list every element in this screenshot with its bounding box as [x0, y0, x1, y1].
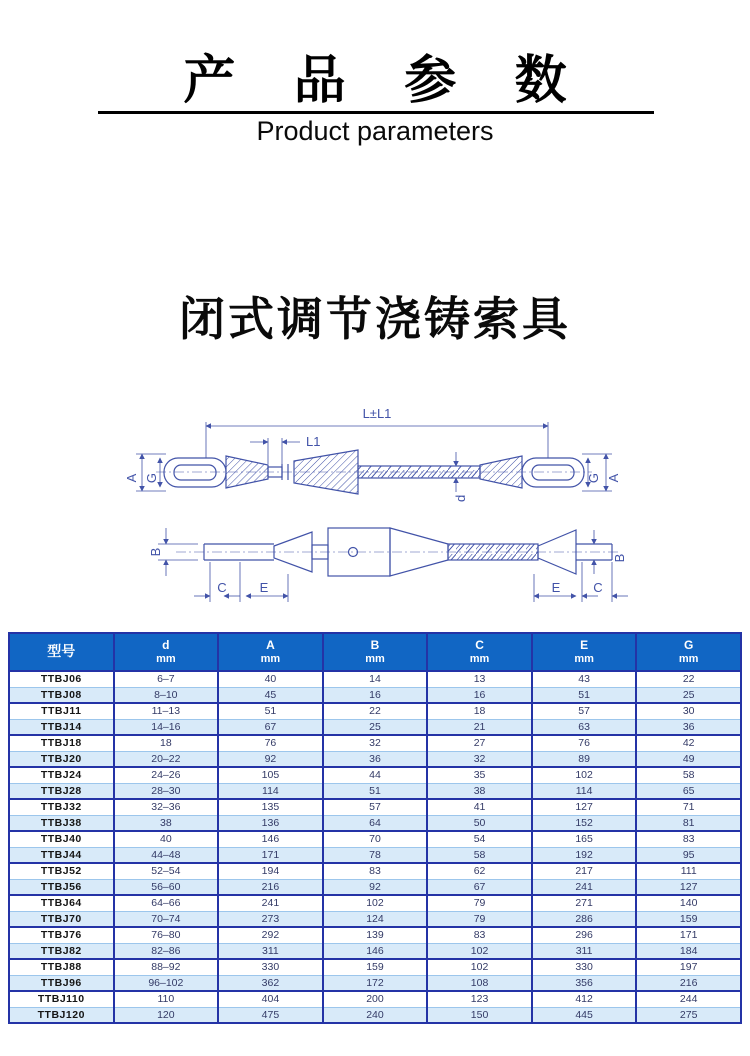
- model-cell: TTBJ08: [9, 687, 114, 703]
- value-cell: 123: [427, 991, 532, 1007]
- closed-socket-right: [480, 456, 584, 488]
- value-cell: 108: [427, 975, 532, 991]
- table-row: [9, 895, 741, 911]
- value-cell: 79: [427, 895, 532, 911]
- table-row: [9, 767, 741, 783]
- value-cell: 38: [427, 783, 532, 799]
- col-header-b: [323, 633, 428, 671]
- col-header-d: [114, 633, 219, 671]
- value-cell: 362: [218, 975, 323, 991]
- label-a-left: A: [124, 473, 139, 483]
- col-label: C: [475, 637, 484, 652]
- value-cell: 194: [218, 863, 323, 879]
- value-cell: 27: [427, 735, 532, 751]
- value-cell: 50: [427, 815, 532, 831]
- value-cell: 40: [114, 831, 219, 847]
- value-cell: 165: [532, 831, 637, 847]
- value-cell: 52–54: [114, 863, 219, 879]
- rigging-top-view-diagram: [118, 398, 630, 510]
- model-cell: TTBJ120: [37, 1008, 85, 1021]
- table-row: [9, 991, 741, 1007]
- value-cell: 67: [427, 879, 532, 895]
- value-cell: 292: [218, 927, 323, 943]
- value-cell: 13: [427, 671, 532, 687]
- value-cell: 70: [323, 831, 428, 847]
- dim-c-e-left: [194, 562, 288, 602]
- value-cell: 286: [532, 911, 637, 927]
- model-cell: TTBJ11: [9, 703, 114, 719]
- value-cell: 38: [114, 815, 219, 831]
- label-e-left: E: [259, 580, 269, 595]
- col-label: d: [162, 637, 170, 652]
- value-cell: 20–22: [114, 751, 219, 767]
- value-cell: 41: [427, 799, 532, 815]
- value-cell: 57: [323, 799, 428, 815]
- table-row: [9, 847, 741, 863]
- value-cell: 44–48: [114, 847, 219, 863]
- dim-l1: [250, 438, 300, 464]
- label-c-left: C: [217, 580, 227, 595]
- value-cell: 22: [636, 671, 741, 687]
- value-cell: 475: [218, 1007, 323, 1023]
- product-title: 闭式调节浇铸索具: [179, 293, 571, 345]
- value-cell: 105: [218, 767, 323, 783]
- table-row: [9, 671, 741, 687]
- parameters-table-wrap: [8, 632, 742, 1024]
- table-row: [9, 751, 741, 767]
- value-cell: 146: [323, 943, 428, 959]
- value-cell: 83: [427, 927, 532, 943]
- value-cell: 102: [427, 943, 532, 959]
- title-divider: [98, 111, 654, 114]
- value-cell: 330: [218, 959, 323, 975]
- label-l1: L1: [306, 434, 321, 449]
- value-cell: 139: [323, 927, 428, 943]
- adjuster-body: [282, 450, 358, 494]
- model-cell: TTBJ76: [9, 927, 114, 943]
- value-cell: 146: [218, 831, 323, 847]
- value-cell: 111: [636, 863, 741, 879]
- model-cell: TTBJ56: [9, 879, 114, 895]
- dim-right-g-a: [582, 454, 612, 491]
- value-cell: 18: [427, 703, 532, 719]
- value-cell: 40: [218, 671, 323, 687]
- value-cell: 18: [114, 735, 219, 751]
- table-row: [9, 703, 741, 719]
- table-row: [9, 863, 741, 879]
- value-cell: 43: [532, 671, 637, 687]
- value-cell: 216: [218, 879, 323, 895]
- table-row: [9, 1007, 741, 1023]
- value-cell: 275: [636, 1007, 741, 1023]
- model-cell: TTBJ14: [9, 719, 114, 735]
- col-header-a: [218, 633, 323, 671]
- table-row: [9, 783, 741, 799]
- value-cell: 36: [323, 751, 428, 767]
- dim-e-c-right: [534, 562, 628, 602]
- parameters-table: [8, 632, 742, 1024]
- value-cell: 24–26: [114, 767, 219, 783]
- value-cell: 244: [636, 991, 741, 1007]
- value-cell: 159: [323, 959, 428, 975]
- value-cell: 110: [114, 991, 219, 1007]
- value-cell: 11–13: [114, 703, 219, 719]
- value-cell: 83: [636, 831, 741, 847]
- value-cell: 30: [636, 703, 741, 719]
- label-total-length: L±L1: [362, 406, 392, 421]
- value-cell: 76: [218, 735, 323, 751]
- value-cell: 412: [532, 991, 637, 1007]
- value-cell: 64–66: [114, 895, 219, 911]
- col-unit: mm: [678, 652, 699, 665]
- value-cell: 184: [636, 943, 741, 959]
- label-a-right: A: [606, 473, 621, 483]
- value-cell: 81: [636, 815, 741, 831]
- model-cell: TTBJ24: [9, 767, 114, 783]
- value-cell: 82–86: [114, 943, 219, 959]
- value-cell: 22: [323, 703, 428, 719]
- value-cell: 150: [427, 1007, 532, 1023]
- table-row: [9, 943, 741, 959]
- value-cell: 136: [218, 815, 323, 831]
- value-cell: 51: [323, 783, 428, 799]
- value-cell: 25: [636, 687, 741, 703]
- value-cell: 159: [636, 911, 741, 927]
- table-row: [9, 687, 741, 703]
- value-cell: 54: [427, 831, 532, 847]
- value-cell: 70–74: [114, 911, 219, 927]
- value-cell: 42: [636, 735, 741, 751]
- model-cell: TTBJ32: [9, 799, 114, 815]
- value-cell: 171: [636, 927, 741, 943]
- table-row: [9, 815, 741, 831]
- value-cell: 172: [323, 975, 428, 991]
- value-cell: 197: [636, 959, 741, 975]
- model-cell: TTBJ38: [9, 815, 114, 831]
- value-cell: 273: [218, 911, 323, 927]
- dim-total-length: [206, 422, 548, 458]
- value-cell: 49: [636, 751, 741, 767]
- model-cell: TTBJ44: [9, 847, 114, 863]
- value-cell: 102: [323, 895, 428, 911]
- value-cell: 95: [636, 847, 741, 863]
- value-cell: 311: [218, 943, 323, 959]
- wire-rope: [448, 544, 538, 560]
- value-cell: 21: [427, 719, 532, 735]
- model-cell: TTBJ88: [9, 959, 114, 975]
- dim-left-a-g: [136, 454, 166, 491]
- table-row: [9, 735, 741, 751]
- value-cell: 76: [532, 735, 637, 751]
- header-row: [9, 633, 741, 671]
- value-cell: 79: [427, 911, 532, 927]
- table-row: [9, 879, 741, 895]
- col-header-model: [9, 633, 114, 671]
- page-subtitle-en: Product parameters: [256, 116, 494, 146]
- table-row: [9, 911, 741, 927]
- value-cell: 96–102: [114, 975, 219, 991]
- value-cell: 102: [427, 959, 532, 975]
- value-cell: 51: [532, 687, 637, 703]
- table-head: [9, 633, 741, 671]
- value-cell: 6–7: [114, 671, 219, 687]
- col-label: B: [370, 637, 380, 652]
- value-cell: 28–30: [114, 783, 219, 799]
- value-cell: 44: [323, 767, 428, 783]
- value-cell: 32: [323, 735, 428, 751]
- value-cell: 14–16: [114, 719, 219, 735]
- col-unit: mm: [365, 652, 385, 665]
- model-cell: TTBJ70: [9, 911, 114, 927]
- col-header-g: [636, 633, 741, 671]
- model-cell: TTBJ110: [9, 991, 114, 1007]
- value-cell: 56–60: [114, 879, 219, 895]
- rigging-side-view-diagram: [146, 506, 628, 618]
- value-cell: 192: [532, 847, 637, 863]
- value-cell: 216: [636, 975, 741, 991]
- value-cell: 330: [532, 959, 637, 975]
- value-cell: 92: [323, 879, 428, 895]
- value-cell: 114: [532, 783, 637, 799]
- value-cell: 58: [427, 847, 532, 863]
- table-row: [9, 799, 741, 815]
- value-cell: 217: [532, 863, 637, 879]
- value-cell: 89: [532, 751, 637, 767]
- col-header-e: [532, 633, 637, 671]
- value-cell: 36: [636, 719, 741, 735]
- value-cell: 152: [532, 815, 637, 831]
- table-row: [9, 719, 741, 735]
- label-g-left: G: [144, 472, 159, 484]
- value-cell: 32–36: [114, 799, 219, 815]
- value-cell: 404: [218, 991, 323, 1007]
- value-cell: 127: [636, 879, 741, 895]
- value-cell: 78: [323, 847, 428, 863]
- label-e-right: E: [551, 580, 561, 595]
- value-cell: 135: [218, 799, 323, 815]
- label-b-left: B: [148, 547, 163, 557]
- value-cell: 16: [427, 687, 532, 703]
- value-cell: 57: [532, 703, 637, 719]
- value-cell: 64: [323, 815, 428, 831]
- value-cell: 8–10: [114, 687, 219, 703]
- model-cell: TTBJ96: [9, 975, 114, 991]
- value-cell: 51: [218, 703, 323, 719]
- value-cell: 241: [532, 879, 637, 895]
- col-unit: mm: [260, 652, 281, 665]
- value-cell: 16: [323, 687, 428, 703]
- value-cell: 62: [427, 863, 532, 879]
- col-label: E: [580, 637, 589, 652]
- table-row: [9, 831, 741, 847]
- col-label: G: [684, 637, 694, 652]
- value-cell: 63: [532, 719, 637, 735]
- value-cell: 241: [218, 895, 323, 911]
- value-cell: 114: [218, 783, 323, 799]
- value-cell: 88–92: [114, 959, 219, 975]
- value-cell: 200: [323, 991, 428, 1007]
- model-cell: TTBJ20: [9, 751, 114, 767]
- value-cell: 356: [532, 975, 637, 991]
- table-body: [9, 671, 741, 1023]
- col-unit: mm: [469, 652, 490, 665]
- table-row: [9, 975, 741, 991]
- value-cell: 120: [114, 1007, 219, 1023]
- col-label: A: [266, 637, 275, 652]
- value-cell: 124: [323, 911, 428, 927]
- col-label: 型号: [47, 643, 76, 660]
- value-cell: 127: [532, 799, 637, 815]
- value-cell: 102: [532, 767, 637, 783]
- page-title-cn: 产 品 参 数: [183, 52, 589, 110]
- model-cell: TTBJ64: [9, 895, 114, 911]
- value-cell: 92: [218, 751, 323, 767]
- col-unit: mm: [574, 652, 594, 665]
- table-row: [9, 927, 741, 943]
- value-cell: 65: [636, 783, 741, 799]
- value-cell: 240: [323, 1007, 428, 1023]
- model-cell: TTBJ82: [9, 943, 114, 959]
- value-cell: 311: [532, 943, 637, 959]
- value-cell: 271: [532, 895, 637, 911]
- model-cell: TTBJ52: [9, 863, 114, 879]
- value-cell: 25: [323, 719, 428, 735]
- value-cell: 58: [636, 767, 741, 783]
- value-cell: 35: [427, 767, 532, 783]
- label-b-right: B: [612, 553, 627, 563]
- model-cell: TTBJ06: [9, 671, 114, 687]
- model-cell: TTBJ18: [9, 735, 114, 751]
- table-row: [9, 959, 741, 975]
- value-cell: 45: [218, 687, 323, 703]
- value-cell: 14: [323, 671, 428, 687]
- value-cell: 83: [323, 863, 428, 879]
- value-cell: 71: [636, 799, 741, 815]
- value-cell: 296: [532, 927, 637, 943]
- label-g-right: G: [586, 472, 601, 484]
- value-cell: 171: [218, 847, 323, 863]
- col-header-c: [427, 633, 532, 671]
- label-c-right: C: [593, 580, 603, 595]
- model-cell: TTBJ28: [9, 783, 114, 799]
- value-cell: 445: [532, 1007, 637, 1023]
- value-cell: 76–80: [114, 927, 219, 943]
- value-cell: 140: [636, 895, 741, 911]
- model-cell: TTBJ40: [9, 831, 114, 847]
- wire-rope: [358, 466, 480, 478]
- label-d: d: [453, 494, 468, 502]
- value-cell: 67: [218, 719, 323, 735]
- col-unit: mm: [156, 652, 176, 665]
- value-cell: 32: [427, 751, 532, 767]
